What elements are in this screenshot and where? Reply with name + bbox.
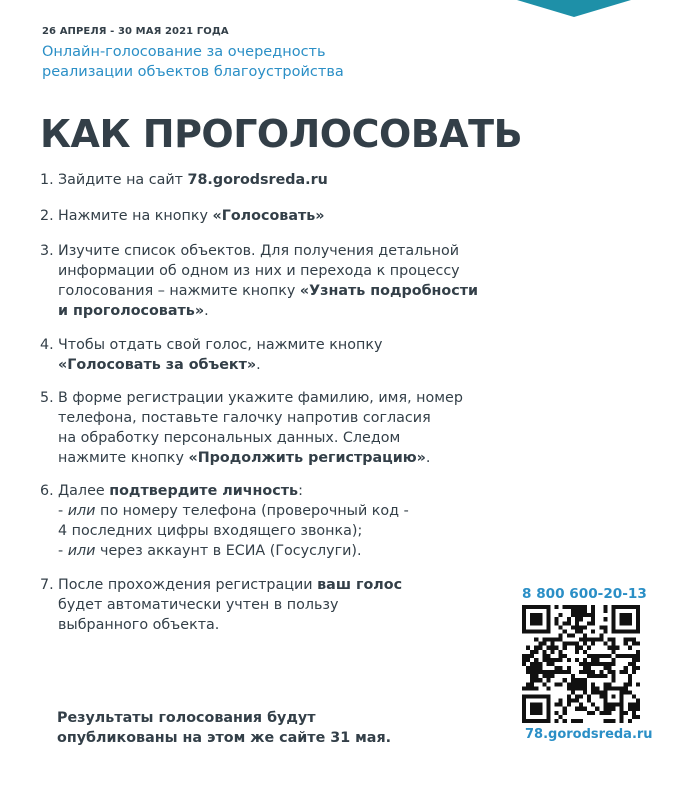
results-note-line: Результаты голосования будут — [57, 710, 316, 726]
step-text: . — [425, 450, 431, 466]
step-number: 1. — [40, 172, 54, 188]
step-text: : — [298, 483, 303, 499]
corner-decoration — [517, 0, 631, 17]
step-item — [40, 206, 510, 226]
step-text: Далее — [58, 483, 110, 499]
step-emphasis: подтвердите личность — [109, 483, 299, 499]
subtitle-line: Онлайн-голосование за очередность — [42, 44, 326, 60]
step-line — [58, 355, 510, 375]
step-text: После прохождения регистрации — [58, 577, 318, 593]
step-line — [58, 575, 510, 595]
step-line — [58, 206, 510, 226]
step-text: - — [58, 543, 68, 559]
step-line — [58, 408, 510, 428]
subtitle — [42, 42, 402, 82]
step-line — [58, 388, 510, 408]
step-text: информации об одном из них и перехода к процессу — [58, 263, 460, 279]
step-text: . — [256, 357, 261, 373]
step-line — [58, 521, 510, 541]
results-note — [57, 708, 417, 748]
phone-number[interactable]: 8 800 600-20-13 — [522, 586, 647, 602]
step-item — [40, 575, 510, 635]
step-text: Нажмите на кнопку — [58, 208, 213, 224]
qr-code-icon[interactable] — [522, 605, 640, 723]
site-link[interactable]: 78.gorodsreda.ru — [187, 172, 328, 188]
step-emphasis: «Голосовать за объект» — [58, 357, 257, 373]
step-emphasis: «Продолжить регистрацию» — [188, 450, 426, 466]
step-text: голосования – нажмите кнопку — [58, 283, 300, 299]
step-text: В форме регистрации укажите фамилию, имя, номер — [58, 390, 463, 406]
step-line — [58, 481, 510, 501]
page-title: КАК ПРОГОЛОСОВАТЬ — [40, 112, 523, 156]
step-number: 6. — [40, 483, 54, 499]
step-line — [58, 170, 510, 190]
step-number: 2. — [40, 208, 54, 224]
step-text: . — [204, 303, 209, 319]
results-note-line: опубликованы на этом же сайте 31 мая. — [57, 730, 392, 746]
step-item — [40, 170, 510, 190]
step-italic: или — [67, 503, 96, 519]
step-number: 5. — [40, 390, 54, 406]
step-item — [40, 388, 510, 468]
step-text: 4 последних цифры входящего звонка); — [58, 523, 363, 539]
step-line — [58, 501, 510, 521]
step-line — [58, 541, 510, 561]
step-line — [58, 241, 510, 261]
step-text: через аккаунт в ЕСИА (Госуслуги). — [95, 543, 362, 559]
step-text: нажмите кнопку — [58, 450, 189, 466]
step-item — [40, 241, 510, 321]
step-text: Изучите список объектов. Для получения детальной — [58, 243, 460, 259]
step-number: 7. — [40, 577, 54, 593]
step-emphasis: «Узнать подробности — [299, 283, 479, 299]
step-text: Чтобы отдать свой голос, нажмите кнопку — [58, 337, 383, 353]
step-line — [58, 335, 510, 355]
step-text: на обработку персональных данных. Следом — [58, 430, 401, 446]
step-number: 4. — [40, 337, 54, 353]
step-italic: или — [67, 543, 96, 559]
step-line — [58, 281, 510, 301]
step-item — [40, 481, 510, 561]
date-range: 26 АПРЕЛЯ - 30 МАЯ 2021 ГОДА — [42, 26, 229, 37]
step-text: Зайдите на сайт — [58, 172, 188, 188]
step-number: 3. — [40, 243, 54, 259]
site-link-bottom[interactable]: 78.gorodsreda.ru — [525, 727, 653, 742]
step-line — [58, 261, 510, 281]
step-text: по номеру телефона (проверочный код - — [95, 503, 409, 519]
step-line — [58, 615, 510, 635]
step-item — [40, 335, 510, 375]
step-line — [58, 448, 510, 468]
step-text: выбранного объекта. — [58, 617, 220, 633]
step-emphasis: ваш голос — [317, 577, 403, 593]
step-line — [58, 301, 510, 321]
step-text: - — [58, 503, 68, 519]
step-text: телефона, поставьте галочку напротив согласия — [58, 410, 431, 426]
step-line — [58, 428, 510, 448]
subtitle-line: реализации объектов благоустройства — [42, 64, 344, 80]
step-text: будет автоматически учтен в пользу — [58, 597, 339, 613]
step-emphasis: «Голосовать» — [212, 208, 325, 224]
step-line — [58, 595, 510, 615]
step-emphasis: и проголосовать» — [58, 303, 205, 319]
steps-list — [40, 170, 510, 635]
